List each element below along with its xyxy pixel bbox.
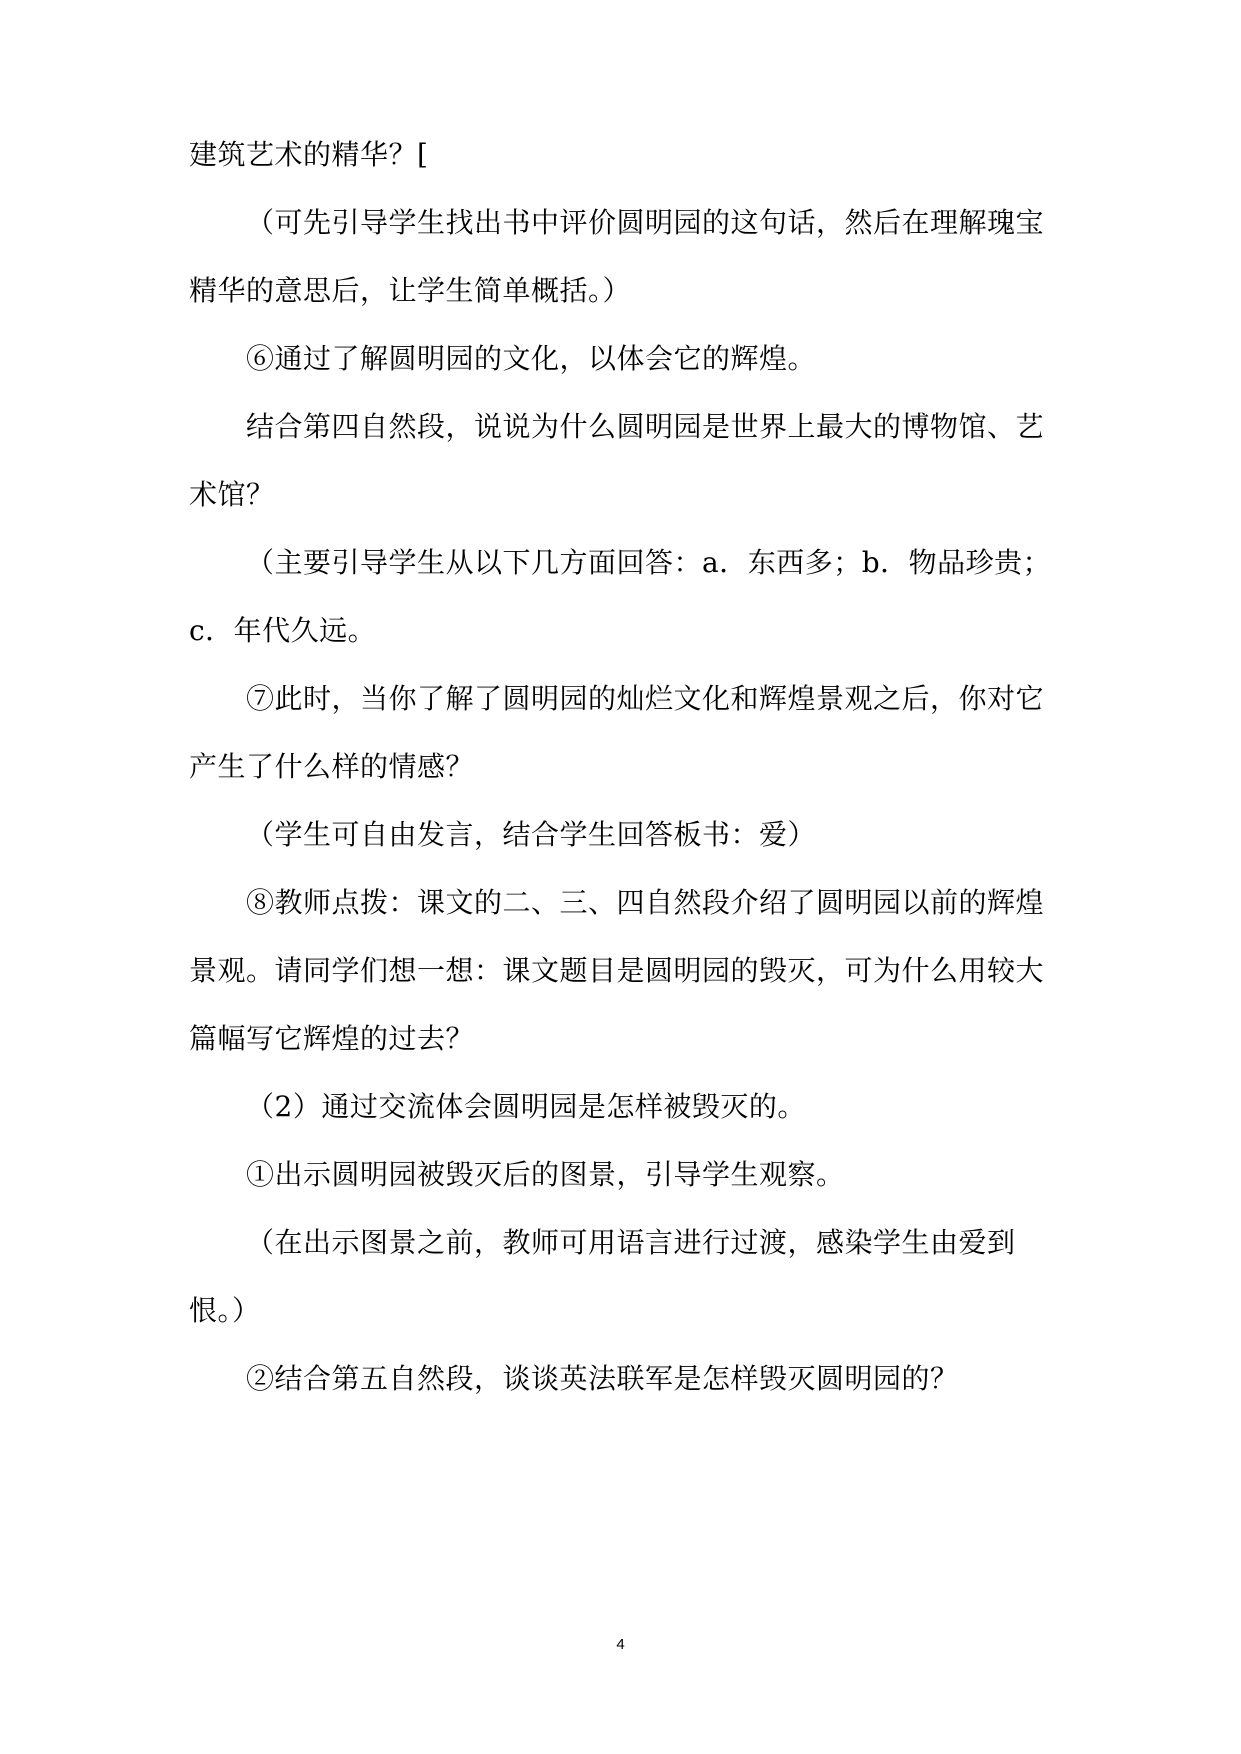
text-line-14: 篇幅写它辉煌的过去？: [189, 1022, 475, 1055]
text-line-7: （主要引导学生从以下几方面回答：a．东西多；b．物品珍贵；: [246, 546, 1052, 579]
text-line-6: 术馆？: [189, 478, 275, 511]
text-line-12: ⑧教师点拨：课文的二、三、四自然段介绍了圆明园以前的辉煌: [246, 886, 1045, 919]
text-line-18: 恨。）: [189, 1294, 261, 1327]
text-line-2: （可先引导学生找出书中评价圆明园的这句话，然后在理解瑰宝: [246, 206, 1045, 239]
text-line-5: 结合第四自然段，说说为什么圆明园是世界上最大的博物馆、艺: [246, 410, 1045, 443]
text-line-19: ②结合第五自然段，谈谈英法联军是怎样毁灭圆明园的？: [246, 1362, 959, 1395]
page-number: 4: [616, 1636, 625, 1653]
text-line-11: （学生可自由发言，结合学生回答板书：爱）: [246, 818, 817, 851]
text-line-3: 精华的意思后，让学生简单概括。）: [189, 274, 632, 307]
text-line-15: （2）通过交流体会圆明园是怎样被毁灭的。: [246, 1090, 806, 1123]
text-line-13: 景观。请同学们想一想：课文题目是圆明园的毁灭，可为什么用较大: [189, 954, 1045, 987]
text-line-10: 产生了什么样的情感？: [189, 750, 475, 783]
text-line-1: 建筑艺术的精华？[: [189, 138, 429, 171]
text-line-17: （在出示图景之前，教师可用语言进行过渡，感染学生由爱到: [246, 1226, 1016, 1259]
text-line-8: c．年代久远。: [189, 614, 377, 647]
text-line-4: ⑥通过了解圆明园的文化，以体会它的辉煌。: [246, 342, 817, 375]
text-line-9: ⑦此时，当你了解了圆明园的灿烂文化和辉煌景观之后，你对它: [246, 682, 1045, 715]
text-line-16: ①出示圆明园被毁灭后的图景，引导学生观察。: [246, 1158, 845, 1191]
